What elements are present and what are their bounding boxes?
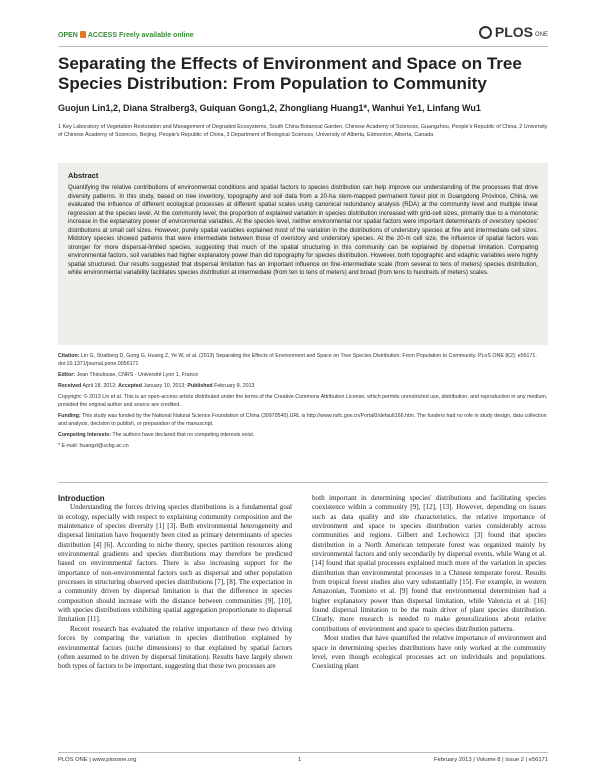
brand-suffix: ONE <box>534 32 548 38</box>
open-access-label: OPEN <box>58 32 78 39</box>
published-date: February 8, 2013 <box>214 383 255 389</box>
body-column-left <box>58 494 292 672</box>
page-number: 1 <box>298 757 302 763</box>
editor-label: Editor: <box>58 372 76 378</box>
citation-text: Lin G, Stralberg D, Gong G, Huang Z, Ye W, et al. (2013) Separating the Effects of Environment and Space on Tree Species Distribution: From Population to Community. PLoS ONE 8(2): e56171. doi:10.1371/journal.pone.0056171 <box>58 353 537 367</box>
introduction-heading: Introduction <box>58 494 105 503</box>
competing-text: The authors have declared that no competing interests exist. <box>112 432 255 438</box>
editor-text: Jean Thioulouse, CNRS - Université Lyon 1, France <box>76 372 199 378</box>
intro-paragraph-3: both important in determining species' distributions and facilitating species coexistence within a community [9], [12], [13]. However, depending on issues such as data quality and site characteristics, the relative importance of environment and space to species distribution varies considerably across communities and regions. Gilbert and Lechowicz [3] found that species distribution in a North American temperate forest was organized mainly by environmental factors and only secondarily by dispersal events, while Wang et al. [14] found that spatial processes explained much more of the variation in species distribution than environmental processes in a Chinese temperate forest. Results from tropical forest studies also vary substantially [15]. For example, in western Amazonian, Tuomisto et al. [9] found that environmental determinism had a higher explanatory power than dispersal limitation, while Valencia et al. [16] found dispersal limitation to be the main driver of plant species distribution. Clearly, more research is needed to make generalizations about relative contributions of environment and space to species distribution patterns. <box>312 494 546 633</box>
article-metadata <box>58 352 548 453</box>
article-title: Separating the Effects of Environment and Space on Tree Species Distribution: From Population to Community <box>58 54 522 93</box>
brand-name: PLOS <box>494 24 533 40</box>
journal-header <box>58 20 548 44</box>
page-footer <box>58 757 548 767</box>
received-date: April 18, 2012; <box>82 383 117 389</box>
competing-interests <box>58 431 548 439</box>
intro-paragraph-2: Recent research has evaluated the relative importance of these two driving forces by comparing the variation in species distribution explained by environmental factors (niche dimensions) to that explained by spatial factors (often assumed to be driven by dispersal limitation). Results have largely shown both types of factors to be important, suggesting that these two processes are <box>58 624 292 671</box>
copyright: Copyright: © 2013 Lin et al. This is an open-access article distributed under the terms of the Creative Commons Attribution License, which permits unrestricted use, distribution, and reproduction in any medium, provided the original author and source are credited. <box>58 394 548 408</box>
received-label: Received <box>58 383 82 389</box>
open-lock-icon <box>80 31 86 38</box>
accepted-label: Accepted <box>118 383 142 389</box>
funding-label: Funding: <box>58 413 81 419</box>
body-column-right <box>312 494 546 672</box>
intro-paragraph-4: Most studies that have quantified the relative importance of environment and space in determining species distributions have only worked at the community level, even though ecological processes act on individuals and populations. Coexisting plant <box>312 634 546 671</box>
abstract-heading: Abstract <box>68 171 99 180</box>
accepted-date: January 10, 2013; <box>143 383 186 389</box>
abstract-box <box>58 163 548 345</box>
intro-paragraph-1: Understanding the forces driving species distributions is a fundamental goal in ecology, especially with respect to explaining community composition and the maintenance of species diversity [1] [3]. Both environmental heterogeneity and dispersal limitation have frequently been cited as primary determinants of species distribution [4] [6]. According to niche theory, species partition resources along environmental gradients and species distributions may therefore be predicted based on environmental factors. There is also increasing support for the importance of non-environmental factors such as dispersal and other population processes in structuring observed species distributions [7], [8]. The expectation in a community driven by dispersal limitation is that the difference in species composition should increase with the distance between communities [9], [10], with species distributions exhibiting spatial aggregation proportionate to dispersal limitation [11]. <box>58 503 292 624</box>
plos-logo-icon <box>479 26 492 39</box>
funding <box>58 412 548 428</box>
abstract-text: Quantifying the relative contributions of environmental conditions and spatial factors to species distribution can help improve our understanding of the processes that drive diversity patterns. In this study, based on tree inventory, topography and soil data from a 20-ha stem-mapped permanent forest plot in Guangdong Province, China, we evaluated the influence of different ecological processes at different spatial scales using canonical redundancy analysis (RDA) at the community level and multiple linear regression at the species level. At the community level, the proportion of explained variation in species distribution increased with grid-cell sizes, primarily due to a monotonic increase in the explanatory power of environmental variables. At the species level, neither environmental nor spatial factors were important determinants of overstory species' distributions at small cell sizes. However, purely spatial variables explained most of the variation in the distributions of understory species at fine and intermediate cell sizes. Midstory species showed patterns that were intermediate between those of overstory and understory species. At the 20-m cell size, the influence of spatial factors was stronger for more dispersal-limited species, suggesting that much of the spatial structuring in this community can be explained by dispersal limitation. Comparing environmental factors, soil variables had higher explanatory power than did topography for species distribution. However, both topographic and edaphic variables were highly spatial structured. Our results suggested that dispersal limitation has an important influence on fine-intermediate scale (from several to tens of meters) species distribution, while environmental variability facilitates species distribution at intermediate (from ten to tens of meters) and broad (from tens to hundreds of meters) scales. <box>68 184 538 277</box>
corresponding-email: * E-mail: huangzl@scbg.ac.cn <box>58 443 129 449</box>
dates <box>58 382 548 390</box>
footer-divider <box>58 752 548 753</box>
competing-label: Competing Interests: <box>58 432 111 438</box>
editor <box>58 371 548 379</box>
citation <box>58 352 548 368</box>
footer-journal: PLOS ONE | www.plosone.org <box>58 757 137 763</box>
author-list: Guojun Lin1,2, Diana Stralberg3, Guiquan Gong1,2, Zhongliang Huang1*, Wanhui Ye1, Linfang Wu1 <box>58 103 481 113</box>
plos-one-logo <box>479 24 548 40</box>
metadata-divider <box>58 482 548 483</box>
open-access-rest: ACCESS Freely available online <box>87 32 194 39</box>
header-divider <box>58 46 548 47</box>
funding-text: This study was funded by the National Natural Science Foundation of China (30970540).URL is http://www.nsfc.gov.cn/Portal0/default166.htm. The funders had no role in study design, data collection and analysis, decision to publish, or preparation of the manuscript. <box>58 413 547 427</box>
affiliations: 1 Key Laboratory of Vegetation Restoration and Management of Degraded Ecosystems, South China Botanical Garden, Chinese Academy of Sciences, Guangzhou, People's Republic of China, 2 University of Chinese Academy of Sciences, Beijing, People's Republic of China, 3 Department of Biological Sciences, University of Alberta, Edmonton, Alberta, Canada <box>58 124 548 139</box>
published-label: Published <box>187 383 213 389</box>
footer-issue: February 2013 | Volume 8 | Issue 2 | e56171 <box>433 757 548 763</box>
citation-label: Citation: <box>58 353 80 359</box>
open-access-badge <box>58 31 194 39</box>
